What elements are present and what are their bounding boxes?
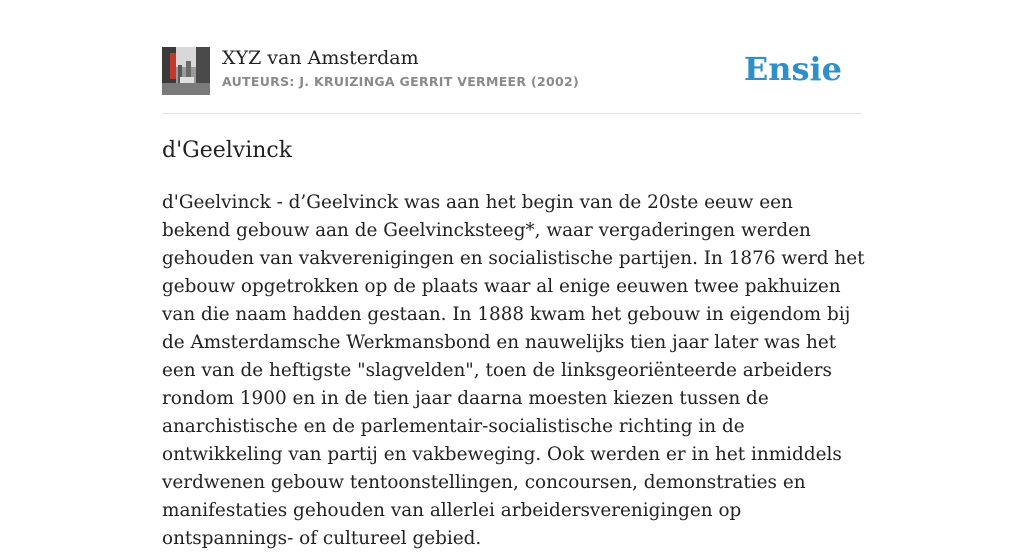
book-cover-image (162, 47, 210, 95)
entry-title: d'Geelvinck (162, 138, 293, 163)
book-title[interactable]: XYZ van Amsterdam (222, 47, 419, 69)
ensie-logo[interactable]: Ensie (743, 50, 842, 88)
authors-line: AUTEURS: J. KRUIZINGA GERRIT VERMEER (2002) (222, 74, 579, 89)
header-divider (162, 113, 862, 114)
entry-body: d'Geelvinck - d’Geelvinck was aan het begin van de 20ste eeuw een bekend gebouw aan de Geelvincksteeg*, waar vergaderingen werden gehouden van vakverenigingen en socialistische partijen. In 1876 werd het gebouw opgetrokken op de plaats waar al enige eeuwen twee pakhuizen van die naam hadden gestaan. In 1888 kwam het gebouw in eigendom bij de Amsterdamsche Werkmansbond en nauwelijks tien jaar later was het een van de heftigste "slagvelden", toen de linksgeoriënteerde arbeiders rondom 1900 en in de tien jaar daarna moesten kiezen tussen de anarchistische en de parlementair-socialistische richting in de ontwikkeling van partij en vakbeweging. Ook werden er in het inmiddels verdwenen gebouw tentoonstellingen, concoursen, demonstraties en manifestaties gehouden van allerlei arbeidersverenigingen op ontspannings- of cultureel gebied. (162, 192, 865, 549)
book-cover-avatar[interactable] (162, 47, 210, 95)
header (162, 47, 862, 95)
